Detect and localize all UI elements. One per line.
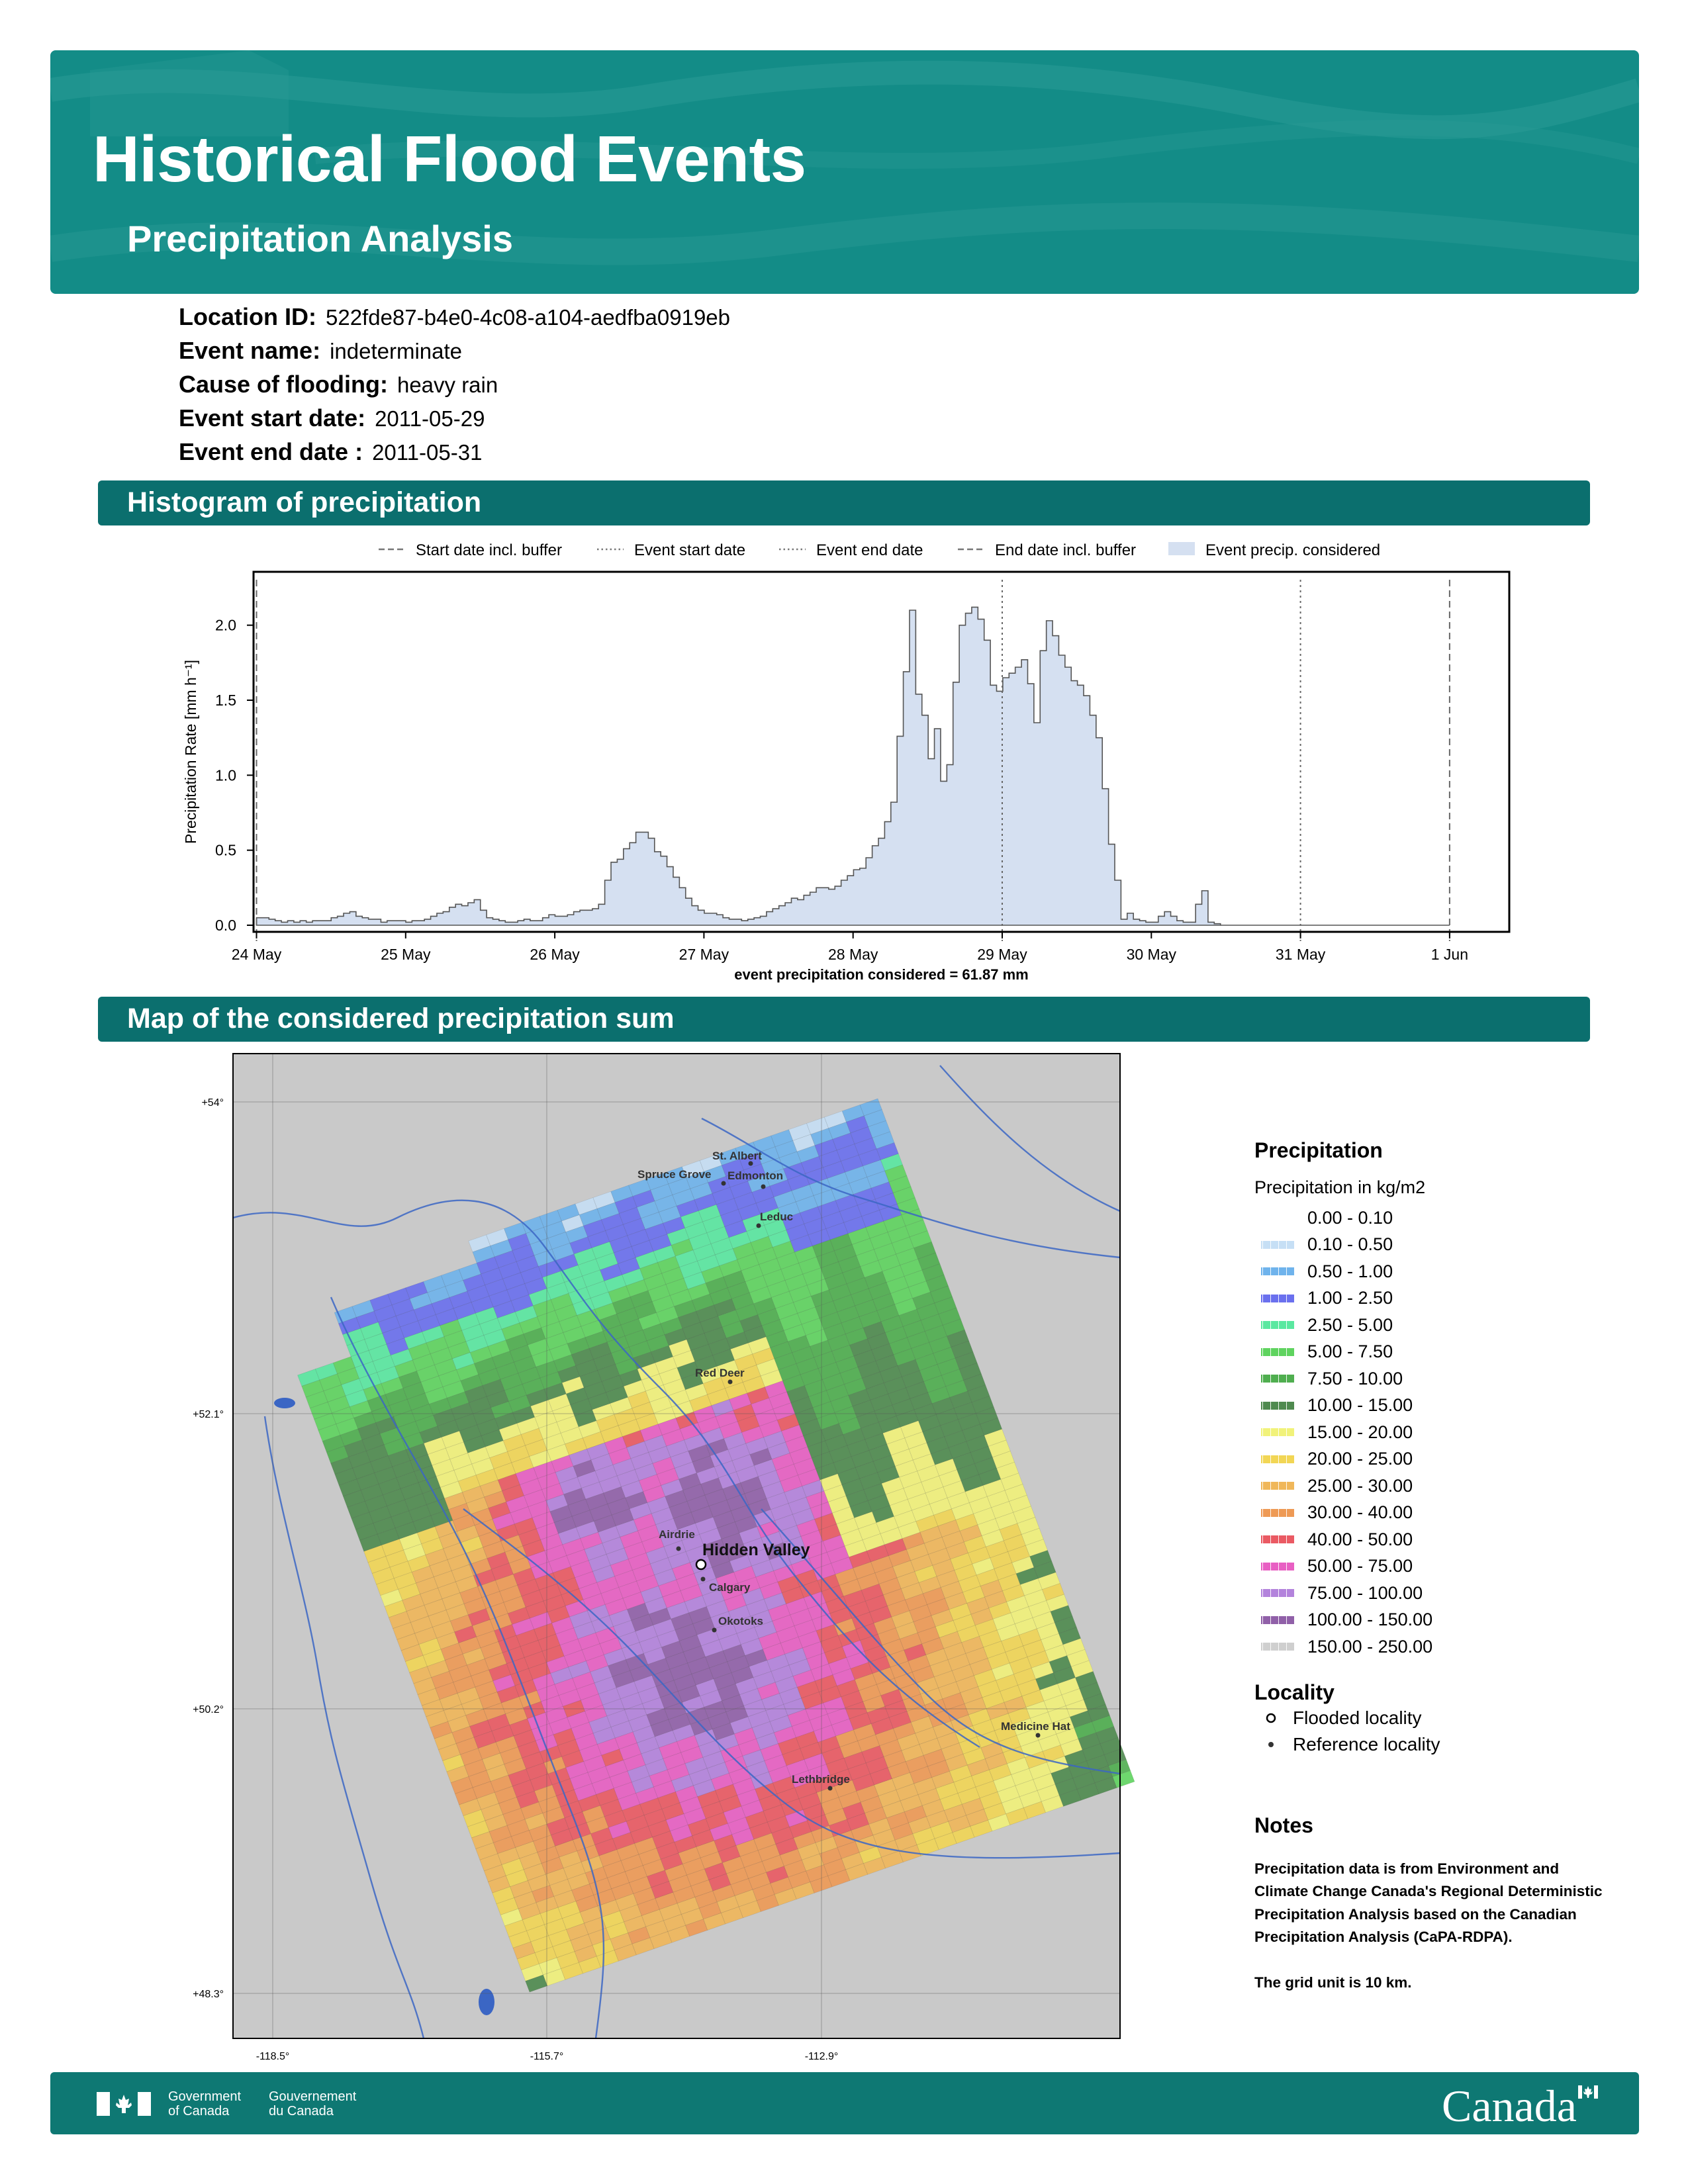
gov-en-line2: of Canada bbox=[168, 2104, 230, 2118]
precipitation-histogram bbox=[0, 523, 1688, 999]
x-tick-label: 26 May bbox=[530, 946, 580, 963]
y-tick-label: 2.0 bbox=[215, 616, 236, 634]
y-tick-label: 0.0 bbox=[215, 917, 236, 934]
reference-locality-marker bbox=[712, 1628, 717, 1633]
lat-label: +50.2° bbox=[193, 1704, 224, 1715]
event-metadata bbox=[179, 303, 730, 472]
reference-locality-marker bbox=[677, 1547, 681, 1551]
legend-swatch bbox=[1261, 1214, 1294, 1222]
lat-label: +52.1° bbox=[193, 1409, 224, 1420]
locality-title: Locality bbox=[1254, 1680, 1335, 1704]
legend-label: 15.00 - 20.00 bbox=[1307, 1422, 1413, 1442]
place-label: Airdrie bbox=[659, 1528, 695, 1541]
legend-label: 20.00 - 25.00 bbox=[1307, 1449, 1413, 1469]
legend-item bbox=[1254, 1419, 1625, 1446]
y-axis-label: Precipitation Rate [mm h⁻¹] bbox=[182, 659, 199, 844]
place-label: St. Albert bbox=[712, 1150, 762, 1162]
notes-title: Notes bbox=[1254, 1813, 1313, 1837]
gov-en-line1: Government bbox=[168, 2089, 242, 2104]
legend-label: Event precip. considered bbox=[1205, 541, 1381, 559]
meta-label: Event end date : bbox=[179, 438, 363, 465]
place-label: Calgary bbox=[709, 1581, 751, 1594]
meta-row-start-date bbox=[179, 404, 730, 438]
legend-swatch bbox=[1261, 1321, 1294, 1329]
y-tick-label: 1.0 bbox=[215, 766, 236, 784]
legend-swatch bbox=[1261, 1267, 1294, 1275]
legend-label: 1.00 - 2.50 bbox=[1307, 1288, 1393, 1308]
legend-item bbox=[1254, 1232, 1625, 1259]
place-label: Hidden Valley bbox=[702, 1541, 810, 1559]
legend-subtitle: Precipitation in kg/m2 bbox=[1254, 1177, 1426, 1197]
open-circle-icon bbox=[1261, 1713, 1281, 1723]
meta-value: 2011-05-29 bbox=[375, 406, 485, 431]
legend-item bbox=[1254, 1392, 1625, 1420]
meta-row-cause bbox=[179, 371, 730, 404]
legend-swatch bbox=[1261, 1616, 1294, 1624]
place-label: Edmonton bbox=[727, 1169, 784, 1182]
legend-swatch bbox=[1261, 1241, 1294, 1249]
reference-locality-marker bbox=[722, 1181, 726, 1186]
reference-locality-marker bbox=[757, 1224, 761, 1228]
legend-item bbox=[1254, 1339, 1625, 1366]
precip-series-area bbox=[257, 607, 1221, 925]
x-tick-label: 24 May bbox=[231, 946, 282, 963]
legend-label: 50.00 - 75.00 bbox=[1307, 1556, 1413, 1576]
meta-label: Event start date: bbox=[179, 404, 366, 432]
section-header-histogram: Histogram of precipitation bbox=[98, 480, 1590, 525]
flooded-locality-marker bbox=[696, 1560, 706, 1569]
legend-item bbox=[1254, 1365, 1625, 1392]
page-title: Historical Flood Events bbox=[93, 122, 806, 195]
y-tick-label: 0.5 bbox=[215, 841, 236, 859]
canada-flag-icon bbox=[97, 2092, 151, 2116]
lake-shape bbox=[274, 1398, 295, 1408]
legend-label: Event end date bbox=[816, 541, 923, 559]
meta-row-event-name bbox=[179, 337, 730, 371]
legend-item bbox=[1254, 1312, 1625, 1339]
legend-label: 10.00 - 15.00 bbox=[1307, 1395, 1413, 1416]
x-tick-label: 28 May bbox=[827, 946, 878, 963]
legend-item bbox=[1254, 1526, 1625, 1553]
x-tick-label: 1 Jun bbox=[1430, 946, 1469, 963]
legend-swatch bbox=[1261, 1535, 1294, 1543]
legend-title: Precipitation bbox=[1254, 1138, 1383, 1162]
lon-label: -112.9° bbox=[804, 2051, 839, 2062]
legend-item bbox=[1254, 1285, 1625, 1312]
legend-label: 7.50 - 10.00 bbox=[1307, 1368, 1403, 1388]
canada-wordmark: Canada bbox=[1442, 2081, 1577, 2131]
legend-swatch bbox=[1261, 1455, 1294, 1463]
legend-item bbox=[1254, 1633, 1625, 1661]
legend-item bbox=[1254, 1258, 1625, 1285]
legend-item bbox=[1254, 1553, 1625, 1580]
meta-label: Location ID: bbox=[179, 303, 316, 330]
legend-label: 100.00 - 150.00 bbox=[1307, 1610, 1433, 1630]
legend-label: 75.00 - 100.00 bbox=[1307, 1582, 1423, 1603]
legend-label: 0.10 - 0.50 bbox=[1307, 1234, 1393, 1255]
reference-locality-marker bbox=[828, 1786, 833, 1791]
lon-label: -118.5° bbox=[256, 2051, 290, 2062]
notes-grid-unit: The grid unit is 10 km. bbox=[1254, 1974, 1412, 1991]
legend-item bbox=[1254, 1607, 1625, 1634]
legend-reference-locality bbox=[1254, 1731, 1625, 1758]
x-tick-label: 29 May bbox=[977, 946, 1027, 963]
legend-swatch bbox=[1261, 1375, 1294, 1383]
legend-item bbox=[1254, 1446, 1625, 1473]
legend-items bbox=[1254, 1205, 1625, 1661]
header-banner bbox=[50, 50, 1639, 294]
legend-label: 2.50 - 5.00 bbox=[1307, 1314, 1393, 1335]
x-axis-label: event precipitation considered = 61.87 mm bbox=[734, 966, 1029, 983]
x-tick-label: 30 May bbox=[1126, 946, 1177, 963]
map-legend bbox=[1254, 1138, 1625, 1994]
y-tick-label: 1.5 bbox=[215, 692, 236, 709]
legend-item bbox=[1254, 1473, 1625, 1500]
place-label: Spruce Grove bbox=[637, 1168, 712, 1181]
gov-fr-line1: Gouvernement bbox=[269, 2089, 357, 2104]
legend-swatch bbox=[1261, 1402, 1294, 1410]
place-label: Red Deer bbox=[695, 1367, 745, 1379]
section-header-map: Map of the considered precipitation sum bbox=[98, 997, 1590, 1042]
place-label: Lethbridge bbox=[792, 1773, 850, 1786]
meta-row-location-id bbox=[179, 303, 730, 337]
lake-shape bbox=[479, 1989, 494, 2015]
legend-item bbox=[1254, 1500, 1625, 1527]
dot-icon bbox=[1261, 1739, 1281, 1750]
meta-value: indeterminate bbox=[330, 339, 463, 363]
legend-item bbox=[1254, 1580, 1625, 1607]
legend-item bbox=[1254, 1205, 1625, 1232]
place-label: Okotoks bbox=[718, 1615, 764, 1627]
precipitation-map bbox=[0, 1046, 1158, 2065]
meta-value: heavy rain bbox=[397, 373, 498, 397]
reference-locality-marker bbox=[728, 1380, 733, 1385]
gov-fr-signature bbox=[269, 2089, 356, 2118]
legend-label: End date incl. buffer bbox=[995, 541, 1137, 559]
legend-label: Event start date bbox=[634, 541, 746, 559]
legend-swatch bbox=[1261, 1589, 1294, 1597]
legend-label: 0.00 - 0.10 bbox=[1307, 1207, 1393, 1228]
lat-label: +48.3° bbox=[193, 1989, 224, 2000]
x-tick-label: 31 May bbox=[1275, 946, 1326, 963]
legend-swatch bbox=[1261, 1348, 1294, 1356]
notes-text: Precipitation data is from Environment and Climate Change Canada's Regional Deterministic Precipitation Analysis based on the Canadian Precipitation Analysis (CaPA-RDPA). bbox=[1254, 1860, 1603, 1945]
legend-flooded-locality bbox=[1254, 1705, 1625, 1731]
meta-label: Cause of flooding: bbox=[179, 371, 388, 398]
legend-label: 25.00 - 30.00 bbox=[1307, 1475, 1413, 1496]
legend-swatch bbox=[1261, 1428, 1294, 1436]
legend-label: Reference locality bbox=[1293, 1733, 1440, 1754]
legend-label: Flooded locality bbox=[1293, 1707, 1422, 1728]
legend-label: 30.00 - 40.00 bbox=[1307, 1502, 1413, 1523]
legend-patch-swatch bbox=[1168, 542, 1195, 555]
legend-swatch bbox=[1261, 1295, 1294, 1302]
meta-value: 2011-05-31 bbox=[372, 440, 483, 465]
legend-swatch bbox=[1261, 1643, 1294, 1651]
place-label: Leduc bbox=[760, 1210, 794, 1223]
reference-locality-marker bbox=[761, 1185, 766, 1189]
lon-label: -115.7° bbox=[530, 2051, 564, 2062]
meta-label: Event name: bbox=[179, 337, 321, 364]
reference-locality-marker bbox=[701, 1577, 706, 1582]
wordmark-flag-icon bbox=[1578, 2084, 1598, 2100]
legend-swatch bbox=[1261, 1482, 1294, 1490]
legend-label: 150.00 - 250.00 bbox=[1307, 1636, 1433, 1657]
legend-label: Start date incl. buffer bbox=[416, 541, 563, 559]
x-tick-label: 27 May bbox=[679, 946, 729, 963]
place-label: Medicine Hat bbox=[1001, 1720, 1070, 1733]
reference-locality-marker bbox=[1036, 1733, 1041, 1738]
page-subtitle: Precipitation Analysis bbox=[127, 218, 513, 259]
x-tick-label: 25 May bbox=[381, 946, 431, 963]
legend-swatch bbox=[1261, 1509, 1294, 1517]
meta-row-end-date bbox=[179, 438, 730, 472]
gov-fr-line2: du Canada bbox=[269, 2104, 334, 2118]
lat-label: +54° bbox=[201, 1097, 224, 1109]
meta-value: 522fde87-b4e0-4c08-a104-aedfba0919eb bbox=[325, 305, 731, 330]
legend-label: 40.00 - 50.00 bbox=[1307, 1529, 1413, 1549]
legend-label: 5.00 - 7.50 bbox=[1307, 1342, 1393, 1362]
legend-label: 0.50 - 1.00 bbox=[1307, 1261, 1393, 1281]
legend-swatch bbox=[1261, 1563, 1294, 1570]
gov-en-signature bbox=[168, 2089, 241, 2118]
footer bbox=[50, 2072, 1639, 2134]
